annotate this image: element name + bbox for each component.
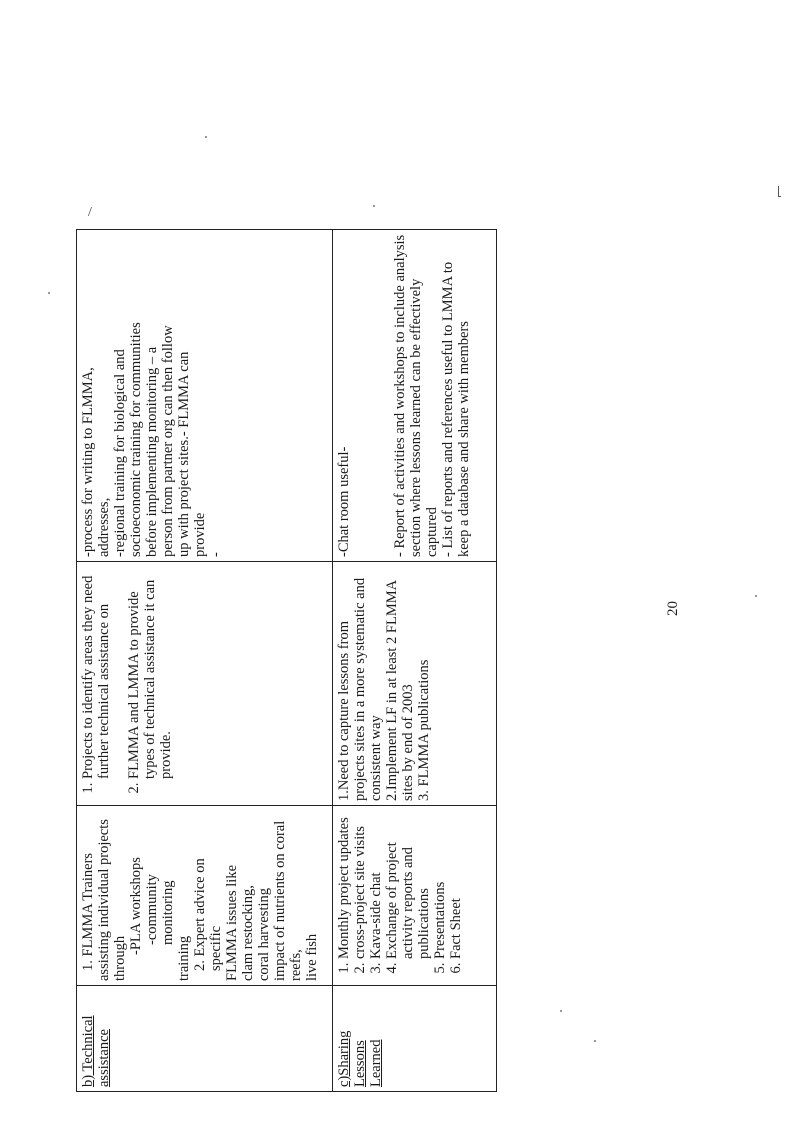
suggestion-line: person from partner org can then follow [160,325,176,557]
suggestion-line: - Report of activities and workshops to include analysis section where lessons learned can be effectively captured [392,234,440,557]
row-heading: b) Technical assistance [80,1015,112,1087]
suggestion-line: socioeconomic training for communities [128,322,144,557]
scan-mark: / [88,205,92,220]
page-number: 20 [665,601,681,616]
needs-line: 1.Need to capture lessons from [336,621,352,801]
activity-line: -community monitoring [144,874,176,945]
scan-speck [205,136,207,138]
suggestion-line: up with project sites.- FLMMA can [176,351,192,557]
activities-cell [333,806,497,986]
activity-line: 1. FLMMA Trainers [80,852,96,971]
needs-line: consistent way [368,715,384,801]
row-heading-cell [333,986,497,1092]
suggestion-line: -process for writing to FLMMA, [80,367,96,557]
scan-speck [594,1040,596,1042]
row-heading: c)Sharing Lessons Learned [336,1030,384,1087]
activity-line: FLMMA issues like [224,864,240,981]
needs-cell [77,562,333,806]
suggestion-line: -Chat room useful- [336,446,352,557]
list-item: 1. Monthly project updates [336,810,352,959]
activity-line: coral harvesting [256,887,272,981]
list-item: 2. cross-project site visits [352,810,368,959]
activity-line: live fish [304,933,320,981]
suggestion-line: before implementing monitoring – a [144,346,160,557]
report-table [76,229,497,1092]
scan-speck [560,1010,562,1012]
rotated-table-page [76,230,496,1092]
suggestions-cell [333,230,497,562]
activity-line: 2. Expert advice on specific [192,858,224,971]
list-item: 3. Kava-side chat [368,810,384,959]
needs-cell [333,562,497,806]
needs-list [80,566,112,801]
activity-line: clam restocking, [240,885,256,981]
scan-speck [373,205,375,207]
list-item: 4. Exchange of project activity reports and publications [384,810,432,959]
suggestion-line: - List of reports and references useful to LMMA to keep a database and share with members [440,261,472,557]
needs-line: projects sites in a more systematic and [352,577,368,801]
suggestion-line: - [208,552,224,557]
needs-line: 3. FLMMA publications [416,659,432,801]
scan-speck [48,292,50,294]
list-item: 1. Projects to identify areas they need further technical assistance on [80,566,112,779]
table-row [333,230,497,1092]
list-item: 2. FLMMA and LMMA to provide types of technical assistance it can provide. [126,566,174,779]
activity-line: -PLA workshops [128,857,144,955]
scan-mark [778,186,781,197]
activity-line: training [176,935,192,981]
suggestions-cell [77,230,333,562]
needs-line: sites by end of 2003 [400,684,416,801]
activity-line: impact of nutrients on coral [272,820,288,981]
activity-line: reefs, [288,949,304,981]
scan-speck [755,595,757,597]
activity-line: through [112,935,128,981]
table-row [77,230,333,1092]
suggestion-line: addresses, [96,497,112,557]
activity-line: assisting individual projects [96,819,112,981]
suggestion-line: provide [192,512,208,557]
needs-line: 2.Implement LF in at least 2 FLMMA [384,579,400,801]
activities-list [336,810,464,981]
needs-list [126,566,174,801]
row-heading-cell [77,986,333,1092]
list-item: 5. Presentations [432,810,448,959]
suggestion-line: -regional training for biological and [112,349,128,557]
activities-cell [77,806,333,986]
list-item: 6. Fact Sheet [448,810,464,959]
